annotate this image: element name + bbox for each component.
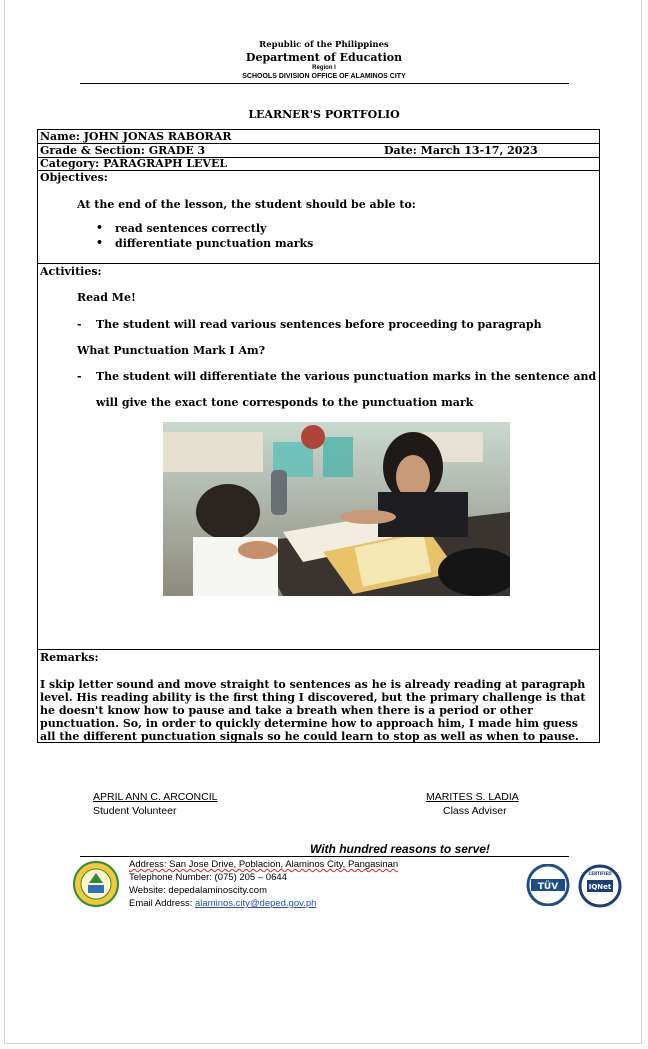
bullet-icon: • [96,236,104,249]
row-divider [37,170,600,171]
learner-name: Name: JOHN JONAS RABORAR [40,130,232,143]
objectives-heading: Objectives: [40,171,108,184]
svg-text:TÜV: TÜV [537,882,559,892]
remarks-heading: Remarks: [40,651,99,664]
date: Date: March 13-17, 2023 [384,144,538,157]
department-line: Department of Education [245,51,403,64]
row-divider [37,263,600,264]
tuv-certification-icon [523,864,573,906]
footer-address: Address: San Jose Drive, Poblacion, Alaminos City, Pangasinan [129,859,399,870]
volunteer-role: Student Volunteer [93,805,177,817]
dash-marker: - [77,318,82,331]
dash-marker: - [77,370,82,383]
activity-title: Read Me! [77,291,136,304]
grade-section: Grade & Section: GRADE 3 [40,144,206,157]
region-line: Region I [312,65,336,71]
row-divider [37,649,600,650]
category: Category: PARAGRAPH LEVEL [40,157,228,170]
republic-line: Republic of the Philippines [259,40,389,50]
activity-description: The student will read various sentences before proceeding to paragraph [96,318,542,331]
header-divider [80,83,569,84]
footer-email [129,898,316,909]
activity-photo [163,422,510,596]
document-title: LEARNER'S PORTFOLIO [248,108,400,121]
adviser-name: MARITES S. LADIA [426,791,519,803]
remarks-body: I skip letter sound and move straight to sentences as he is already reading at paragraph level. His reading ability is the first thing I discovered, but the primary challenge is that he doesn't know how to pause and take a breath when there is a period or other punctuation. So, in order to quickly determine how to approach him, I made him guess all the different punctuation signals so he could learn to stop as well as when to pause. [40,678,586,743]
objective-item: differentiate punctuation marks [115,237,314,250]
iqnet-certification-icon [578,864,622,908]
svg-text:CERTIFIED: CERTIFIED [588,871,612,876]
activities-heading: Activities: [40,265,102,278]
volunteer-name: APRIL ANN C. ARCONCIL [93,791,218,803]
footer-divider [80,856,569,857]
email-label: Email Address: [129,898,195,909]
motto: With hundred reasons to serve! [310,842,490,856]
activity-description: will give the exact tone corresponds to the punctuation mark [96,396,474,409]
activity-title: What Punctuation Mark I Am? [77,344,266,357]
svg-text:IQNet: IQNet [588,883,612,891]
email-link[interactable]: alaminos.city@deped.gov.ph [195,898,317,909]
bullet-icon: • [96,221,104,234]
objective-item: read sentences correctly [115,222,267,235]
footer-website: Website: depedalaminoscity.com [129,885,267,896]
objectives-intro: At the end of the lesson, the student should be able to: [77,198,416,211]
activity-description: The student will differentiate the various punctuation marks in the sentence and [96,370,597,383]
division-line: SCHOOLS DIVISION OFFICE OF ALAMINOS CITY [242,73,406,80]
adviser-role: Class Adviser [443,805,507,817]
deped-seal-icon [73,861,119,907]
footer-telephone: Telephone Number: (075) 205 – 0644 [129,872,287,883]
